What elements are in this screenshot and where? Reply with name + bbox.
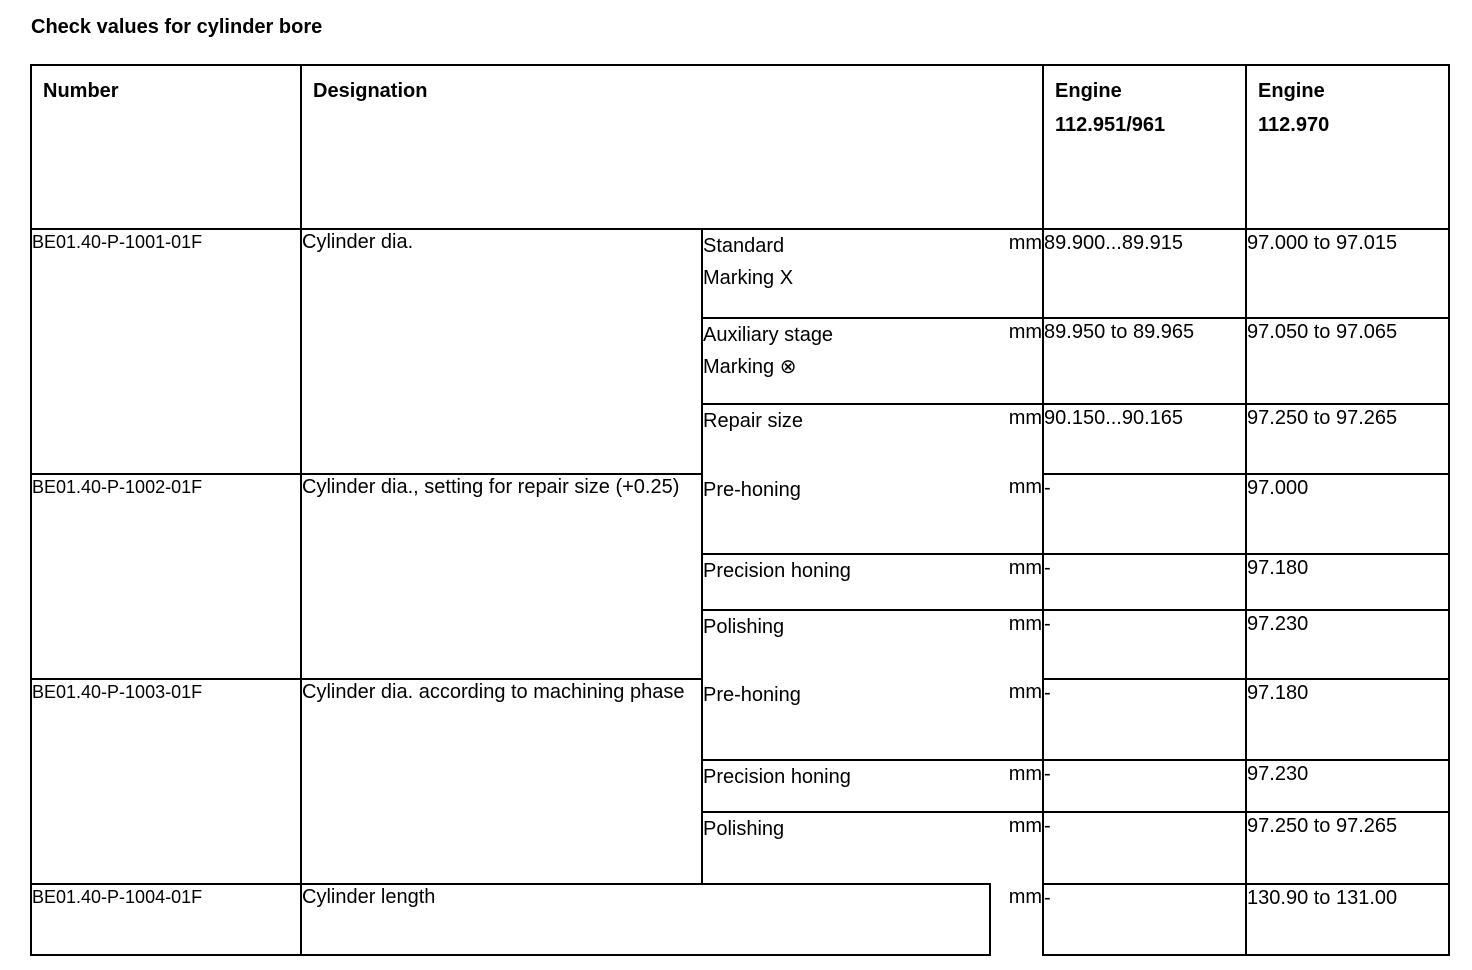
engine-2-value: 97.250 to 97.265 [1246, 812, 1449, 884]
header-engine-1 [1043, 65, 1246, 229]
sub-designation-cell [702, 229, 990, 318]
sub-designation-cell [702, 760, 990, 812]
table-header-row [31, 65, 1449, 229]
engine-2-value: 97.000 to 97.015 [1246, 229, 1449, 318]
designation-cell: Cylinder dia. [301, 229, 702, 474]
sub-label-line-1: Polishing [703, 616, 785, 638]
engine-2-value: 130.90 to 131.00 [1246, 884, 1449, 955]
unit-cell: mm [990, 404, 1043, 474]
table-row [31, 229, 1449, 318]
unit-cell: mm [1008, 232, 1043, 254]
sub-designation-cell [702, 812, 990, 884]
check-values-table [30, 64, 1450, 956]
sub-label-line-1: Polishing [703, 818, 785, 840]
engine-1-value: 89.950 to 89.965 [1043, 318, 1246, 404]
designation-cell: Cylinder dia., setting for repair size (+0.25) [301, 474, 702, 679]
header-engine-2-line-1: Engine [1258, 80, 1325, 102]
sub-label-line-1: Repair size [703, 410, 804, 432]
engine-2-value: 97.180 [1246, 679, 1449, 760]
unit-cell: mm [1008, 476, 1043, 498]
sub-label-line-1: Standard [703, 235, 785, 257]
unit-cell: mm [1008, 886, 1043, 908]
unit-cell: mm [990, 760, 1043, 812]
sub-label-line-1: Precision honing [703, 766, 851, 788]
page-title: Check values for cylinder bore [31, 16, 323, 38]
sub-designation-cell [702, 554, 990, 610]
number-cell: BE01.40-P-1001-01F [31, 229, 301, 474]
unit-cell: mm [990, 554, 1043, 610]
number-cell: BE01.40-P-1003-01F [31, 679, 301, 884]
engine-2-value: 97.050 to 97.065 [1246, 318, 1449, 404]
number-cell: BE01.40-P-1002-01F [31, 474, 301, 679]
sub-designation-cell [702, 318, 990, 404]
engine-1-value: 90.150...90.165 [1043, 404, 1246, 474]
sub-label-line-2: Marking ⊗ [703, 356, 797, 378]
engine-1-value: - [1043, 554, 1246, 610]
sub-label-line-2: Marking X [703, 267, 794, 289]
table-row [31, 679, 1449, 760]
unit-cell: mm [990, 318, 1043, 404]
engine-1-value: - [1043, 812, 1246, 884]
header-number: Number [31, 65, 301, 229]
header-engine-2 [1246, 65, 1449, 229]
unit-cell: mm [990, 610, 1043, 679]
sub-designation-cell [702, 474, 990, 554]
sub-label-line-1: Pre-honing [703, 479, 801, 501]
engine-2-value: 97.230 [1246, 610, 1449, 679]
engine-2-value: 97.230 [1246, 760, 1449, 812]
engine-1-value: - [1043, 679, 1246, 760]
engine-2-value: 97.250 to 97.265 [1246, 404, 1449, 474]
sub-designation-cell [702, 610, 990, 679]
engine-2-value: 97.180 [1246, 554, 1449, 610]
table-row [31, 474, 1449, 554]
sub-designation-cell [702, 679, 990, 760]
engine-1-value: - [1043, 884, 1246, 955]
sub-designation-cell [702, 404, 990, 474]
header-engine-2-line-2: 112.970 [1258, 114, 1330, 136]
unit-cell: mm [990, 812, 1043, 884]
unit-cell: mm [1008, 681, 1043, 703]
designation-cell: Cylinder dia. according to machining phase [301, 679, 702, 884]
engine-1-value: - [1043, 760, 1246, 812]
number-cell: BE01.40-P-1004-01F [31, 884, 301, 955]
header-engine-1-line-1: Engine [1055, 80, 1122, 102]
sub-label-line-1: Auxiliary stage [703, 324, 834, 346]
table-row [31, 884, 1449, 955]
engine-2-value: 97.000 [1246, 474, 1449, 554]
header-designation: Designation [301, 65, 1043, 229]
engine-1-value: - [1043, 474, 1246, 554]
sub-label-line-1: Pre-honing [703, 684, 801, 706]
header-engine-1-line-2: 112.951/961 [1055, 114, 1166, 136]
sub-label-line-1: Precision honing [703, 560, 851, 582]
designation-cell: Cylinder length [301, 884, 990, 955]
engine-1-value: 89.900...89.915 [1043, 229, 1246, 318]
engine-1-value: - [1043, 610, 1246, 679]
